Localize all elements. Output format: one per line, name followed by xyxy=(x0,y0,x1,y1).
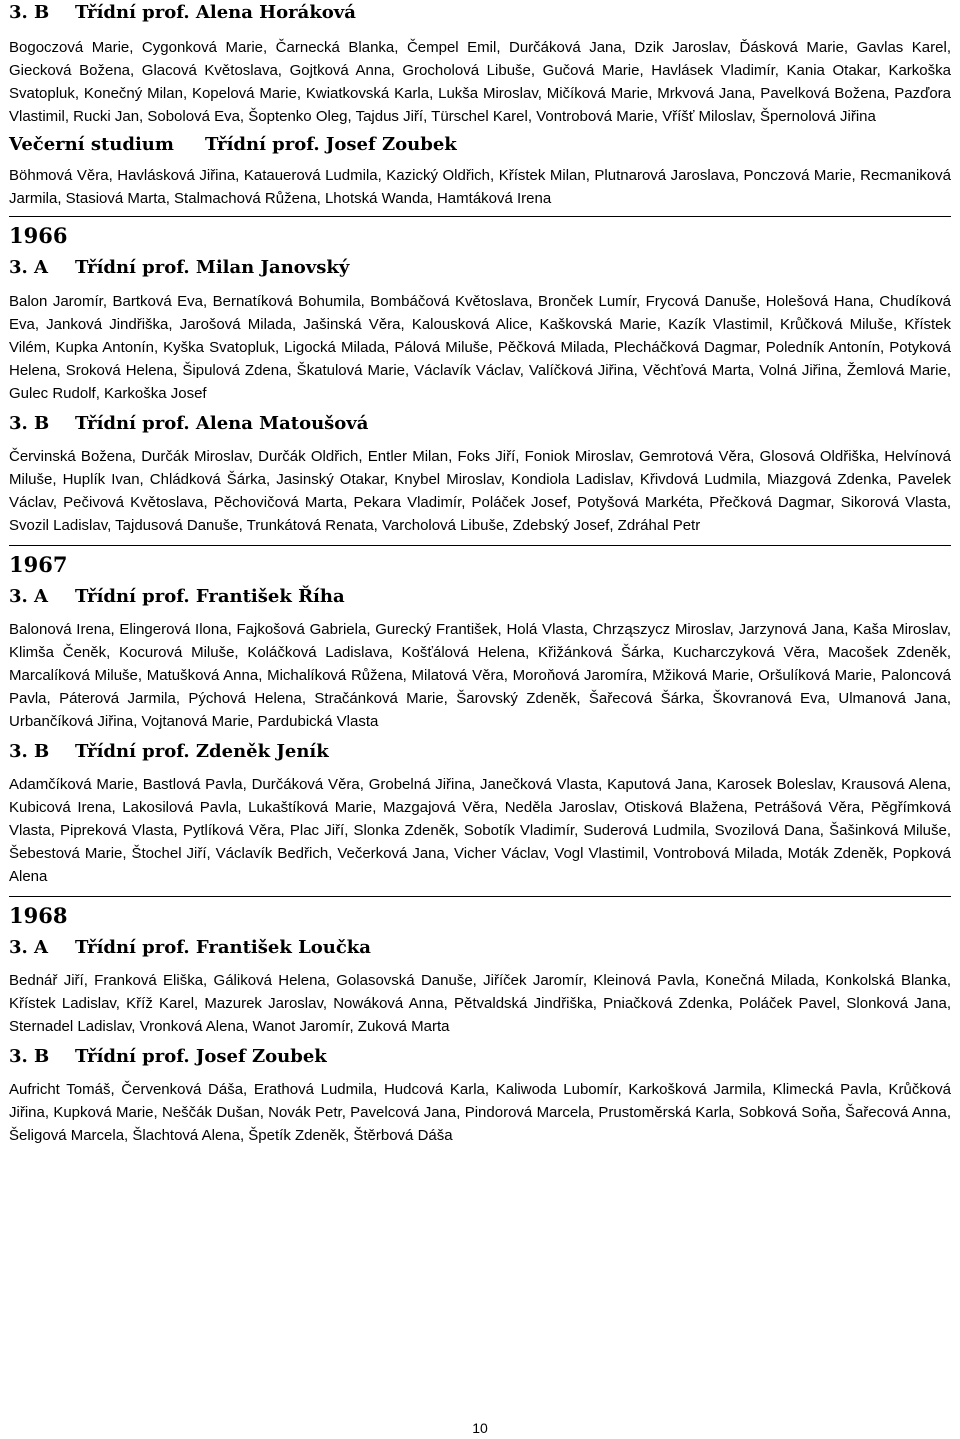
class-teacher: Třídní prof. Josef Zoubek xyxy=(75,1046,327,1067)
class-heading xyxy=(9,1046,951,1068)
student-list: Balon Jaromír, Bartková Eva, Bernatíková Bohumila, Bombáčová Květoslava, Bronček Lumír, Frycová Danuše, Holešová Hana, Chudíková Eva, Janková Jindřiška, Jarošová Milada, Jašinská Věra, Kalousková Alice, Kaškovská Marie, Kazík Vlastimil, Krůčková Miluše, Křístek Vilém, Kupka Antonín, Kyška Svatopluk, Ligocká Milada, Pálová Miluše, Pěčková Milada, Plecháčková Dagmar, Poledník Antonín, Potyková Helena, Sroková Helena, Šipulová Zdena, Škatulová Marie, Václavík Václav, Valíčková Jiřina, Věchťová Marta, Volná Jiřina, Žemlová Marie, Gulec Rudolf, Karkoška Josef xyxy=(9,293,951,402)
class-label: 3. B xyxy=(9,413,50,434)
year-heading: 1966 xyxy=(9,216,951,249)
class-teacher: Třídní prof. František Loučka xyxy=(75,937,371,958)
page-number: 10 xyxy=(472,1420,488,1436)
student-list: Bogoczová Marie, Cygonková Marie, Čarnecká Blanka, Čempel Emil, Durčáková Jana, Dzik Jaroslav, Ďásková Marie, Gavlas Karel, Giecková Božena, Glacová Květoslava, Gojtková Anna, Grocholová Libuše, Gučová Marie, Havlásek Vladimír, Kania Otakar, Karkoška Svatopluk, Konečný Milan, Kopelová Marie, Kwiatkovská Karla, Lukša Miroslav, Mičíková Marie, Mrkvová Jana, Pavelková Božena, Pazďora Vlastimil, Rucki Jan, Sobolová Eva, Šoptenko Oleg, Tajdus Jiří, Türschel Karel, Vontrobová Marie, Vříšť Miloslav, Špernolová Jiřina xyxy=(9,39,951,125)
class-teacher: Třídní prof. Alena Horáková xyxy=(75,2,356,23)
class-label: 3. A xyxy=(9,937,49,958)
class-teacher: Třídní prof. Alena Matoušová xyxy=(75,413,369,434)
student-list: Červinská Božena, Durčák Miroslav, Durčák Oldřich, Entler Milan, Foks Jiří, Foniok Miroslav, Gemrotová Věra, Glosová Oldřiška, Helvínová Miluše, Huplík Ivan, Chládková Šárka, Jasinský Otakar, Knybel Miroslav, Kondiola Ladislav, Křivdová Ludmila, Miazgová Zdenka, Pavelek Václav, Pečivová Květoslava, Pěchovičová Marta, Pekara Vladimír, Poláček Josef, Potyšová Markéta, Přečková Dagmar, Sikorová Vlasta, Svozil Ladislav, Tajdusová Danuše, Trunkátová Renata, Varcholová Libuše, Zdebský Josef, Zdráhal Petr xyxy=(9,448,951,534)
student-list: Adamčíková Marie, Bastlová Pavla, Durčáková Věra, Grobelná Jiřina, Janečková Vlasta, Kaputová Jana, Karosek Boleslav, Krausová Alena, Kubicová Irena, Lakosilová Pavla, Lukaštíková Marie, Mazgajová Věra, Neděla Jaroslav, Otisková Blažena, Petrášová Věra, Pěgřímková Vlasta, Pipreková Vlasta, Pytlíková Věra, Plac Jiří, Slonka Zdeněk, Sobotík Vladimír, Suderová Ludmila, Svozilová Dana, Šašinková Miluše, Šebestová Marie, Štochel Jiří, Václavík Bedřich, Večerková Jana, Vicher Václav, Vogl Vlastimil, Vontrobová Milada, Moták Zdeněk, Popková Alena xyxy=(9,776,951,885)
student-list: Aufricht Tomáš, Červenková Dáša, Erathová Ludmila, Hudcová Karla, Kaliwoda Lubomír, Karkošková Jarmila, Klimecká Pavla, Krůčková Jiřina, Kupková Marie, Neščák Dušan, Novák Petr, Pavelcová Jana, Pindorová Marcela, Prustoměrská Karla, Sobková Soňa, Šařecová Anna, Šeligová Marcela, Šlachtová Alena, Špetík Zdeněk, Štěrbová Dáša xyxy=(9,1081,951,1144)
class-heading xyxy=(9,2,951,24)
class-teacher: Třídní prof. Milan Janovský xyxy=(75,257,350,278)
student-list: Balonová Irena, Elingerová Ilona, Fajkošová Gabriela, Gurecký František, Holá Vlasta, Chrząszycz Miroslav, Jarzynová Jana, Kaša Miroslav, Klimša Čeněk, Kocurová Miluše, Koláčková Ladislava, Košťálová Helena, Křižánková Šárka, Kucharczyková Věra, Macošek Zdeněk, Marcalíková Miluše, Matušková Anna, Michalíková Růžena, Milatová Věra, Moroňová Jaromíra, Mžiková Marie, Oršulíková Marie, Paloncová Pavla, Páterová Jarmila, Pýchová Helena, Stračánková Marie, Šarovský Zdeněk, Šařecová Šárka, Škovranová Eva, Ulmanová Jana, Urbančíková Jiřina, Vojtanová Marie, Pardubická Vlasta xyxy=(9,621,951,730)
class-teacher: Třídní prof. Zdeněk Jeník xyxy=(75,741,329,762)
student-list: Böhmová Věra, Havlásková Jiřina, Katauerová Ludmila, Kazický Oldřich, Křístek Milan, Plutnarová Jaroslava, Ponczová Marie, Recmaniková Jarmila, Stasiová Marta, Stalmachová Růžena, Lhotská Wanda, Hamtáková Irena xyxy=(9,167,951,207)
class-teacher: Třídní prof. František Říha xyxy=(75,586,345,607)
class-label: Večerní studium xyxy=(9,134,174,155)
class-label: 3. B xyxy=(9,2,50,23)
year-heading: 1967 xyxy=(9,545,951,578)
class-label: 3. A xyxy=(9,257,49,278)
student-list: Bednář Jiří, Franková Eliška, Gáliková Helena, Golasovská Danuše, Jiříček Jaromír, Kleinová Pavla, Konečná Milada, Konkolská Blanka, Křístek Ladislav, Kříž Karel, Mazurek Jaroslav, Nowáková Anna, Pětvaldská Jindřiška, Pniačková Zdenka, Poláček Pavel, Slonková Jana, Sternadel Ladislav, Vronková Alena, Wanot Jaromír, Zuková Marta xyxy=(9,972,951,1035)
class-heading xyxy=(9,413,951,435)
class-teacher: Třídní prof. Josef Zoubek xyxy=(205,134,457,155)
class-heading xyxy=(9,586,951,608)
class-heading xyxy=(9,937,951,959)
document-page xyxy=(9,0,951,1147)
class-heading xyxy=(9,741,951,763)
class-heading xyxy=(9,134,951,156)
year-heading: 1968 xyxy=(9,896,951,929)
class-label: 3. B xyxy=(9,741,50,762)
class-heading xyxy=(9,257,951,279)
class-label: 3. A xyxy=(9,586,49,607)
class-label: 3. B xyxy=(9,1046,50,1067)
